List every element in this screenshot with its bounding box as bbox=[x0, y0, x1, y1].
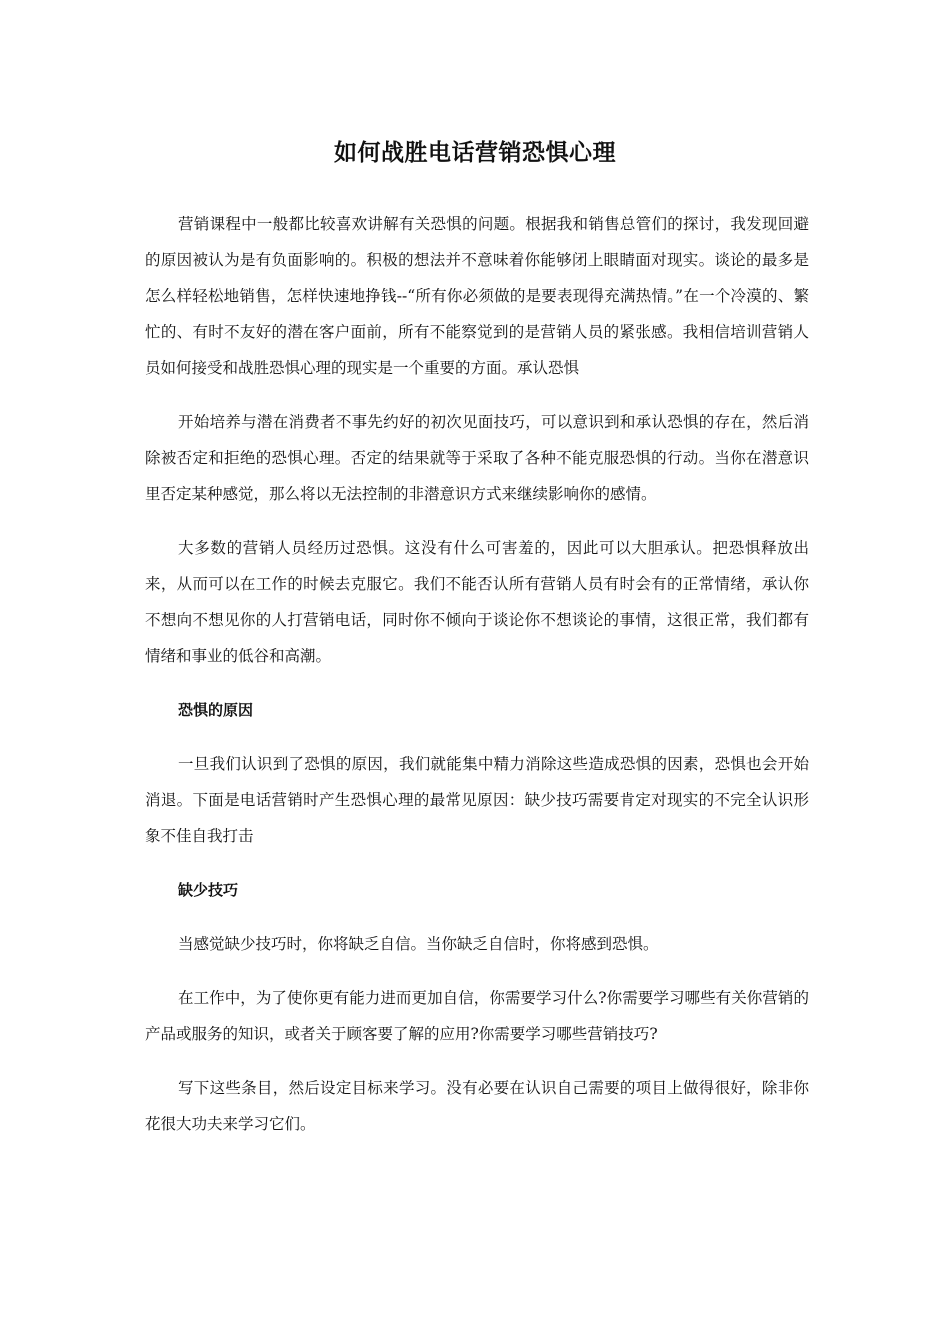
paragraph-acknowledge-fear: 开始培养与潜在消费者不事先约好的初次见面技巧，可以意识到和承认恐惧的存在，然后消除被否定和拒绝的恐惧心理。否定的结果就等于采取了各种不能克服恐惧的行动。当你在潜意识里否定某种感觉，那么将以无法控制的非潜意识方式来继续影响你的感情。 bbox=[145, 413, 809, 503]
paragraph-lack-confidence: 当感觉缺少技巧时，你将缺乏自信。当你缺乏自信时，你将感到恐惧。 bbox=[178, 935, 659, 953]
document-body bbox=[145, 206, 809, 1142]
paragraph-set-goals: 写下这些条目，然后设定目标来学习。没有必要在认识自己需要的项目上做得很好，除非你花很大功夫来学习它们。 bbox=[145, 1079, 809, 1133]
document-title: 如何战胜电话营销恐惧心理 bbox=[334, 139, 616, 166]
paragraph-intro: 营销课程中一般都比较喜欢讲解有关恐惧的问题。根据我和销售总管们的探讨，我发现回避的原因被认为是有负面影响的。积极的想法并不意味着你能够闭上眼睛面对现实。谈论的最多是怎么样轻松地销售，怎样快速地挣钱--“所有你必须做的是要表现得充满热情。”在一个冷漠的、繁忙的、有时不友好的潜在客户面前，所有不能察觉到的是营销人员的紧张感。我相信培训营销人员如何接受和战胜恐惧心理的现实是一个重要的方面。承认恐惧 bbox=[145, 215, 809, 377]
heading-lack-of-skills: 缺少技巧 bbox=[178, 881, 239, 899]
paragraph-what-to-learn: 在工作中，为了使你更有能力进而更加自信，你需要学习什么?你需要学习哪些有关你营销的产品或服务的知识，或者关于顾客要了解的应用?你需要学习哪些营销技巧? bbox=[145, 989, 809, 1043]
paragraph-causes: 一旦我们认识到了恐惧的原因，我们就能集中精力消除这些造成恐惧的因素，恐惧也会开始消退。下面是电话营销时产生恐惧心理的最常见原因：缺少技巧需要肯定对现实的不完全认识形象不佳自我打击 bbox=[145, 755, 809, 845]
heading-causes-of-fear: 恐惧的原因 bbox=[178, 701, 254, 719]
paragraph-experience-fear: 大多数的营销人员经历过恐惧。这没有什么可害羞的，因此可以大胆承认。把恐惧释放出来，从而可以在工作的时候去克服它。我们不能否认所有营销人员有时会有的正常情绪，承认你不想向不想见你的人打营销电话，同时你不倾向于谈论你不想谈论的事情，这很正常，我们都有情绪和事业的低谷和高潮。 bbox=[145, 539, 809, 665]
